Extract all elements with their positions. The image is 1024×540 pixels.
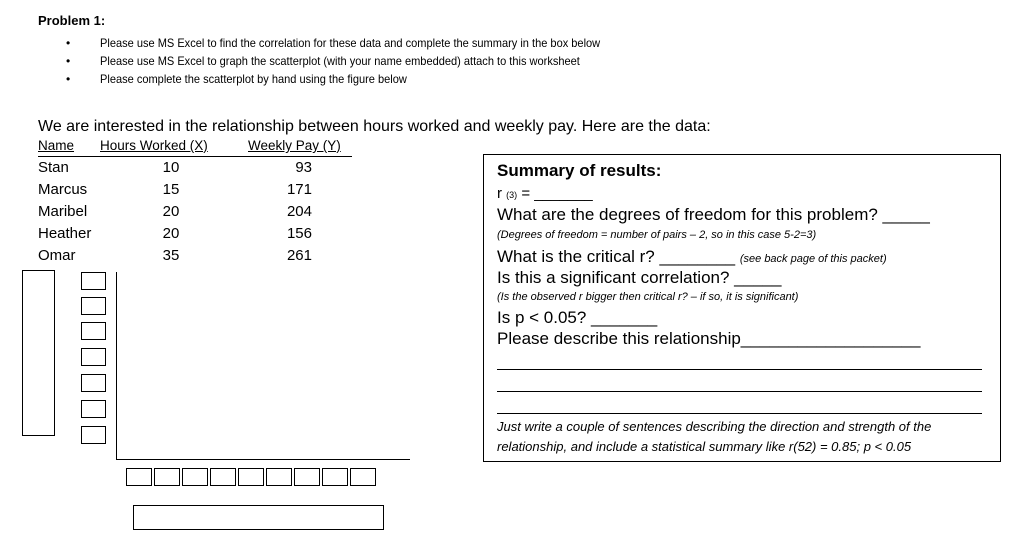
bullet-icon: • xyxy=(66,72,71,86)
cell-name: Stan xyxy=(38,159,69,176)
significance-question[interactable]: Is this a significant correlation? _____ xyxy=(497,268,782,287)
table-row xyxy=(38,225,358,247)
answer-line[interactable] xyxy=(497,413,982,414)
x-tick-box[interactable] xyxy=(294,468,320,486)
cell-hours: 35 xyxy=(162,247,180,264)
critical-r-text: What is the critical r? ________ xyxy=(497,247,736,266)
table-row xyxy=(38,159,358,181)
table-row xyxy=(38,247,358,269)
answer-line[interactable] xyxy=(497,369,982,370)
table-row xyxy=(38,203,358,225)
y-tick-box[interactable] xyxy=(81,426,106,444)
summary-footnote: Just write a couple of sentences describing the direction and strength of the relationship, and include a statistical summary like r(52) = 0.85; p < 0.05 xyxy=(497,419,932,454)
answer-line[interactable] xyxy=(497,391,982,392)
x-axis-label-box[interactable] xyxy=(133,505,384,530)
r-blank: = _______ xyxy=(521,185,593,202)
cell-hours: 20 xyxy=(162,203,180,220)
cell-pay: 204 xyxy=(286,203,312,220)
x-tick-box[interactable] xyxy=(350,468,376,486)
x-tick-box[interactable] xyxy=(126,468,152,486)
cell-pay: 171 xyxy=(286,181,312,198)
x-tick-box[interactable] xyxy=(322,468,348,486)
instruction-text: Please use MS Excel to graph the scatterplot (with your name embedded) attach to this worksheet xyxy=(100,54,580,68)
header-hours: Hours Worked (X) xyxy=(100,138,208,153)
y-tick-box[interactable] xyxy=(81,297,106,315)
y-tick-box[interactable] xyxy=(81,348,106,366)
cell-name: Omar xyxy=(38,247,76,264)
instruction-text: Please use MS Excel to find the correlation for these data and complete the summary in the box below xyxy=(100,36,601,50)
header-pay: Weekly Pay (Y) xyxy=(248,138,341,153)
bullet-icon: • xyxy=(66,54,71,68)
y-tick-box[interactable] xyxy=(81,272,106,290)
r-value-line[interactable] xyxy=(497,185,593,202)
y-axis-label-box[interactable] xyxy=(22,270,55,436)
table-row xyxy=(38,181,358,203)
significance-note: (Is the observed r bigger then critical r? – if so, it is significant) xyxy=(497,291,799,303)
cell-hours: 20 xyxy=(162,225,180,242)
x-tick-box[interactable] xyxy=(266,468,292,486)
header-rule xyxy=(38,156,352,157)
critical-r-note: (see back page of this packet) xyxy=(739,253,887,265)
r-subscript: (3) xyxy=(506,190,518,200)
cell-pay: 93 xyxy=(295,159,312,176)
df-note: (Degrees of freedom = number of pairs – 2, so in this case 5-2=3) xyxy=(497,229,817,241)
instruction-text: Please complete the scatterplot by hand using the figure below xyxy=(100,72,407,86)
summary-title: Summary of results: xyxy=(497,161,662,180)
x-tick-box[interactable] xyxy=(182,468,208,486)
df-question[interactable]: What are the degrees of freedom for this problem? _____ xyxy=(497,205,930,224)
x-tick-box[interactable] xyxy=(210,468,236,486)
cell-pay: 261 xyxy=(286,247,312,264)
cell-hours: 15 xyxy=(162,181,180,198)
cell-pay: 156 xyxy=(286,225,312,242)
y-tick-box[interactable] xyxy=(81,322,106,340)
p-value-question[interactable]: Is p < 0.05? _______ xyxy=(497,308,658,327)
x-tick-box[interactable] xyxy=(238,468,264,486)
r-label: r xyxy=(497,185,502,202)
describe-prompt[interactable]: Please describe this relationship___________________ xyxy=(497,329,921,348)
intro-text: We are interested in the relationship between hours worked and weekly pay. Here are the data: xyxy=(38,118,711,135)
summary-box xyxy=(483,154,1001,462)
cell-name: Maribel xyxy=(38,203,88,220)
critical-r-question[interactable] xyxy=(497,247,887,267)
x-axis-line xyxy=(116,459,410,460)
x-tick-box[interactable] xyxy=(154,468,180,486)
y-tick-box[interactable] xyxy=(81,374,106,392)
cell-name: Heather xyxy=(38,225,92,242)
header-name: Name xyxy=(38,138,75,153)
cell-hours: 10 xyxy=(162,159,180,176)
y-axis-line xyxy=(116,272,117,460)
cell-name: Marcus xyxy=(38,181,88,198)
problem-title: Problem 1: xyxy=(38,13,106,28)
bullet-icon: • xyxy=(66,36,71,50)
y-tick-box[interactable] xyxy=(81,400,106,418)
